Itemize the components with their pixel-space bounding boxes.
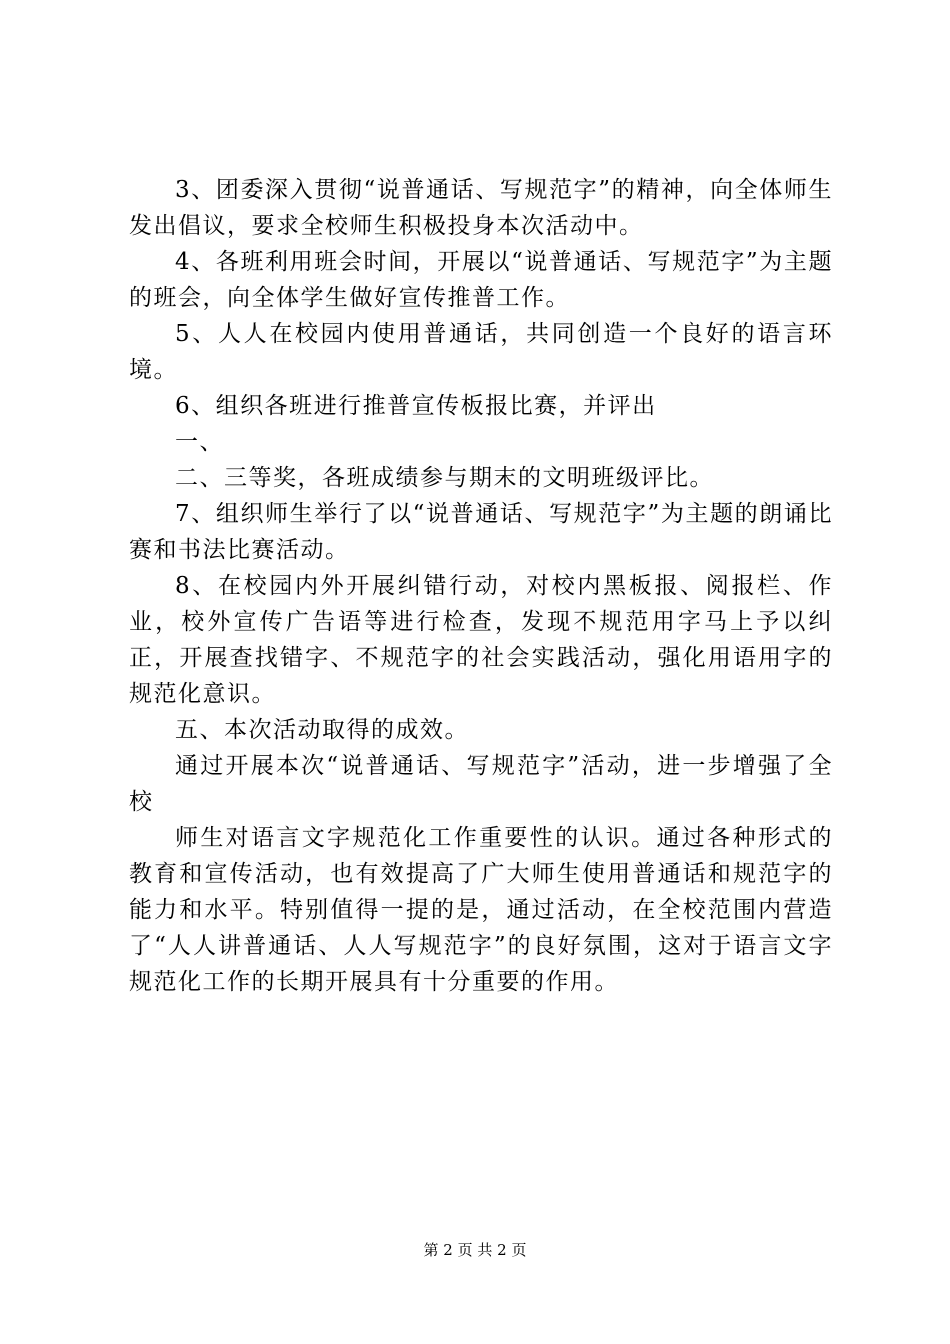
paragraph-item-5: 5、人人在校园内使用普通话，共同创造一个良好的语言环境。: [129, 321, 833, 383]
section-heading-results: 五、本次活动取得的成效。: [175, 717, 469, 743]
paragraph-results-body: 师生对语言文字规范化工作重要性的认识。通过各种形式的教育和宣传活动，也有效提高了广大师生使用普通话和规范字的能力和水平。特别值得一提的是，通过活动，在全校范围内营造了“人人讲普通话、人人写规范字”的良好氛围，这对于语言文字规范化工作的长期开展具有十分重要的作用。: [129, 825, 833, 995]
paragraph-item-7: 7、组织师生举行了以“说普通话、写规范字”为主题的朗诵比赛和书法比赛活动。: [129, 501, 833, 563]
paragraph-results-intro: 通过开展本次“说普通话、写规范字”活动，进一步增强了全校: [129, 753, 833, 815]
paragraph-item-3: 3、团委深入贯彻“说普通话、写规范字”的精神，向全体师生发出倡议，要求全校师生积极投身本次活动中。: [129, 177, 833, 239]
paragraph-item-6: 6、组织各班进行推普宣传板报比赛，并评出: [175, 393, 657, 419]
page-number-footer: 第 2 页 共 2 页: [423, 1241, 527, 1259]
paragraph-item-4: 4、各班利用班会时间，开展以“说普通话、写规范字”为主题的班会，向全体学生做好宣传推普工作。: [129, 249, 833, 311]
paragraph-prize-second-third: 二、三等奖，各班成绩参与期末的文明班级评比。: [175, 465, 714, 491]
document-body: [129, 172, 833, 1000]
paragraph-item-8: 8、在校园内外开展纠错行动，对校内黑板报、阅报栏、作业，校外宣传广告语等进行检查，发现不规范用字马上予以纠正，开展查找错字、不规范字的社会实践活动，强化用语用字的规范化意识。: [129, 573, 833, 707]
paragraph-prize-first: 一、: [175, 429, 224, 455]
